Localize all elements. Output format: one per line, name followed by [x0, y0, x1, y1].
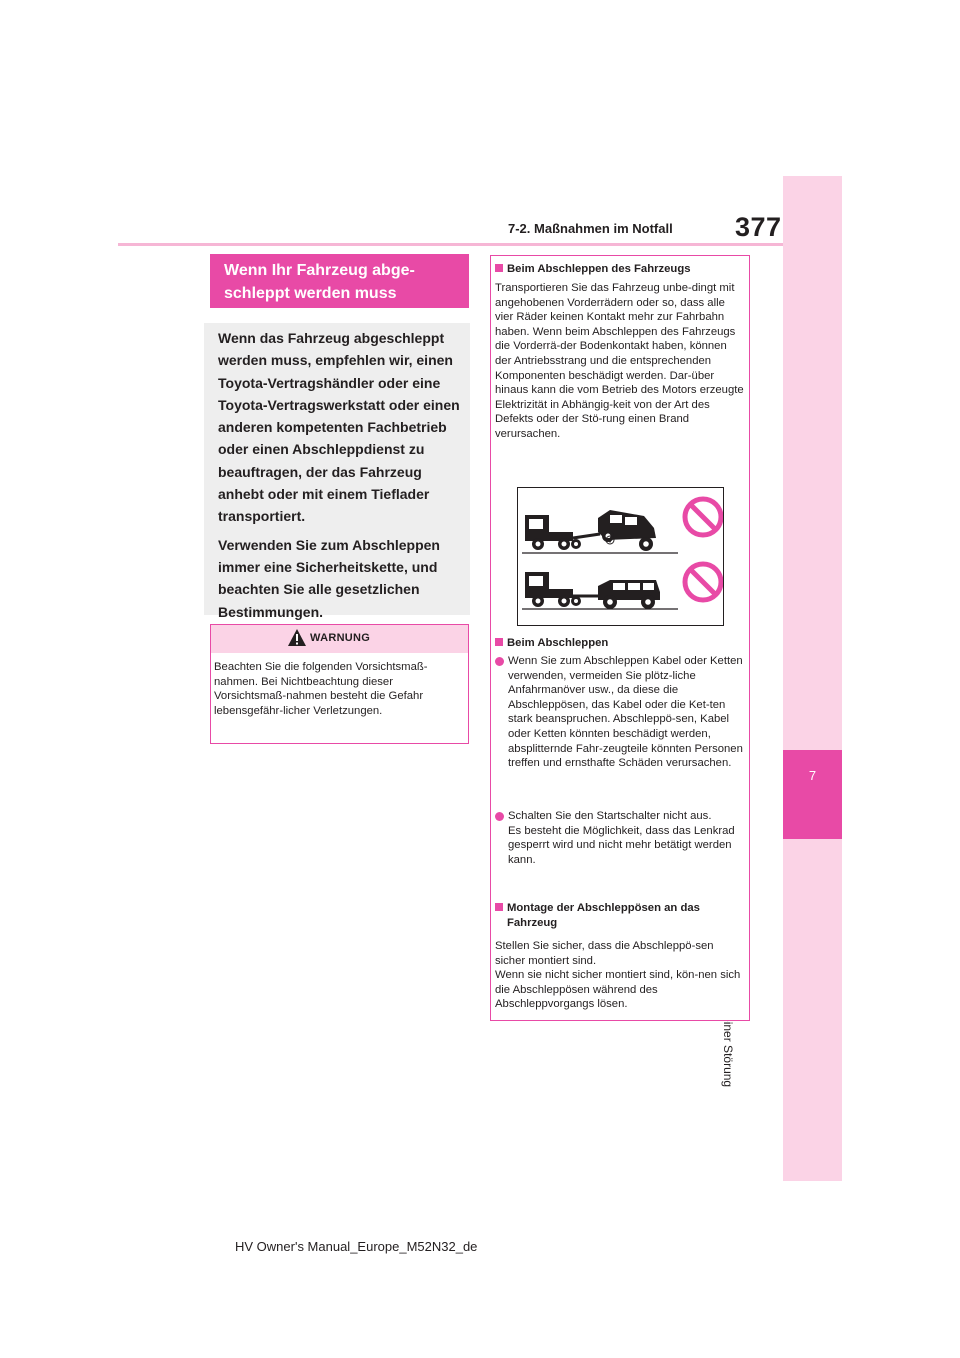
warning-triangle-icon [287, 628, 307, 647]
tow-truck-prohibited-icon [518, 488, 723, 625]
section-text-line2: Wenn sie nicht sicher montiert sind, kön-nen sich die Abschleppösen während des Abschleppvorgangs lösen. [495, 969, 741, 1011]
prohibited-icon [685, 564, 721, 600]
main-heading-line2: schleppt werden muss [224, 285, 397, 302]
round-bullet-icon [495, 657, 504, 666]
warning-text: Beachten Sie die folgenden Vorsichtsmaß-nahmen. Bei Nichtbeachtung dieser Vorsichtsmaß-nahmen besteht die Gefahr lebensgefähr-licher Verletzungen. [214, 661, 428, 717]
section-heading-text: Beim Abschleppen [507, 637, 609, 649]
warning-box [210, 624, 469, 744]
intro-box [204, 323, 470, 620]
section-heading-towing [495, 636, 745, 651]
prohibited-icon [685, 499, 721, 535]
main-heading [210, 254, 469, 308]
section-heading-towing-vehicle [495, 262, 745, 277]
round-bullet-icon [495, 812, 504, 821]
warning-label: WARNUNG [310, 632, 371, 644]
section-heading-text: Montage der Abschleppösen an das Fahrzeug [507, 902, 700, 929]
chapter-side-band [783, 176, 842, 1181]
section-text-towing-vehicle: Transportieren Sie das Fahrzeug unbe-dingt mit angehobenen Vorderrädern oder so, dass alle vier Räder keinen Kontakt mehr zur Fahrbahn haben. Wenn beim Abschleppen des Fahrzeugs die Vorderrä-der Bodenkontakt haben, können der Antriebsstrang und die entsprechenden Komponenten beschädigt werden. Dar-über hinaus kann die vom Betrieb des Motors erzeugte Elektrizität in Abhängig-keit von der Art des Defekts oder der Stö-rung einen Brand verursachen. [495, 282, 744, 440]
square-bullet-icon [495, 903, 503, 911]
intro-paragraph-2: Verwenden Sie zum Abschleppen immer eine Sicherheitskette, und beachten Sie alle gesetzlichen Bestimmungen. [218, 536, 440, 620]
section-title: 7-2. Maßnahmen im Notfall [508, 221, 673, 236]
main-heading-line1: Wenn Ihr Fahrzeug abge- [224, 262, 415, 279]
page-number: 377 [735, 212, 782, 242]
bullet-text-continued: Es besteht die Möglichkeit, dass das Lenkrad gesperrt wird und nicht mehr betätigt werden kann. [508, 824, 735, 866]
section-heading-towing-eyelets [495, 901, 745, 930]
header-rule [118, 243, 783, 246]
square-bullet-icon [495, 264, 503, 272]
section-text-towing-eyelets [495, 939, 745, 1012]
footer-manual-id: HV Owner's Manual_Europe_M52N32_de [235, 1239, 478, 1254]
section-heading-text: Beim Abschleppen des Fahrzeugs [507, 263, 691, 275]
tow-truck-ground-scene [522, 572, 678, 609]
section-text-line1: Stellen Sie sicher, dass die Abschleppö-sen sicher montiert sind. [495, 940, 714, 967]
info-box [490, 255, 750, 1021]
square-bullet-icon [495, 638, 503, 646]
chapter-number: 7 [808, 768, 817, 783]
bullet-item-start-switch [495, 809, 745, 867]
tow-truck-lifted-scene [522, 510, 678, 553]
bullet-text: Schalten Sie den Startschalter nicht aus. [508, 810, 712, 822]
chapter-active-tab [783, 750, 842, 839]
bullet-item-cables [495, 654, 745, 771]
bullet-text: Wenn Sie zum Abschleppen Kabel oder Ketten verwenden, vermeiden Sie plötz-liche Anfahrmanöver usw., da diese die Abschleppösen, das Kabel oder die Ket-ten stark beanspruchen. Abschleppö-sen, Kabel oder Ketten könnten beschädigt werden, absplitternde Fahr-zeugteile könnten Personen treffen und ernsthafte Schäden verursachen. [508, 655, 743, 770]
towing-illustration [517, 487, 724, 626]
intro-paragraph-1: Wenn das Fahrzeug abgeschleppt werden muss, empfehlen wir, einen Toyota-Vertragshändler oder eine Toyota-Vertragswerkstatt oder einen anderen kompetenten Fachbetrieb oder einen Abschleppdienst zu beauftragen, der das Fahrzeug anhebt oder mit einem Tieflader transportiert. [218, 330, 460, 525]
